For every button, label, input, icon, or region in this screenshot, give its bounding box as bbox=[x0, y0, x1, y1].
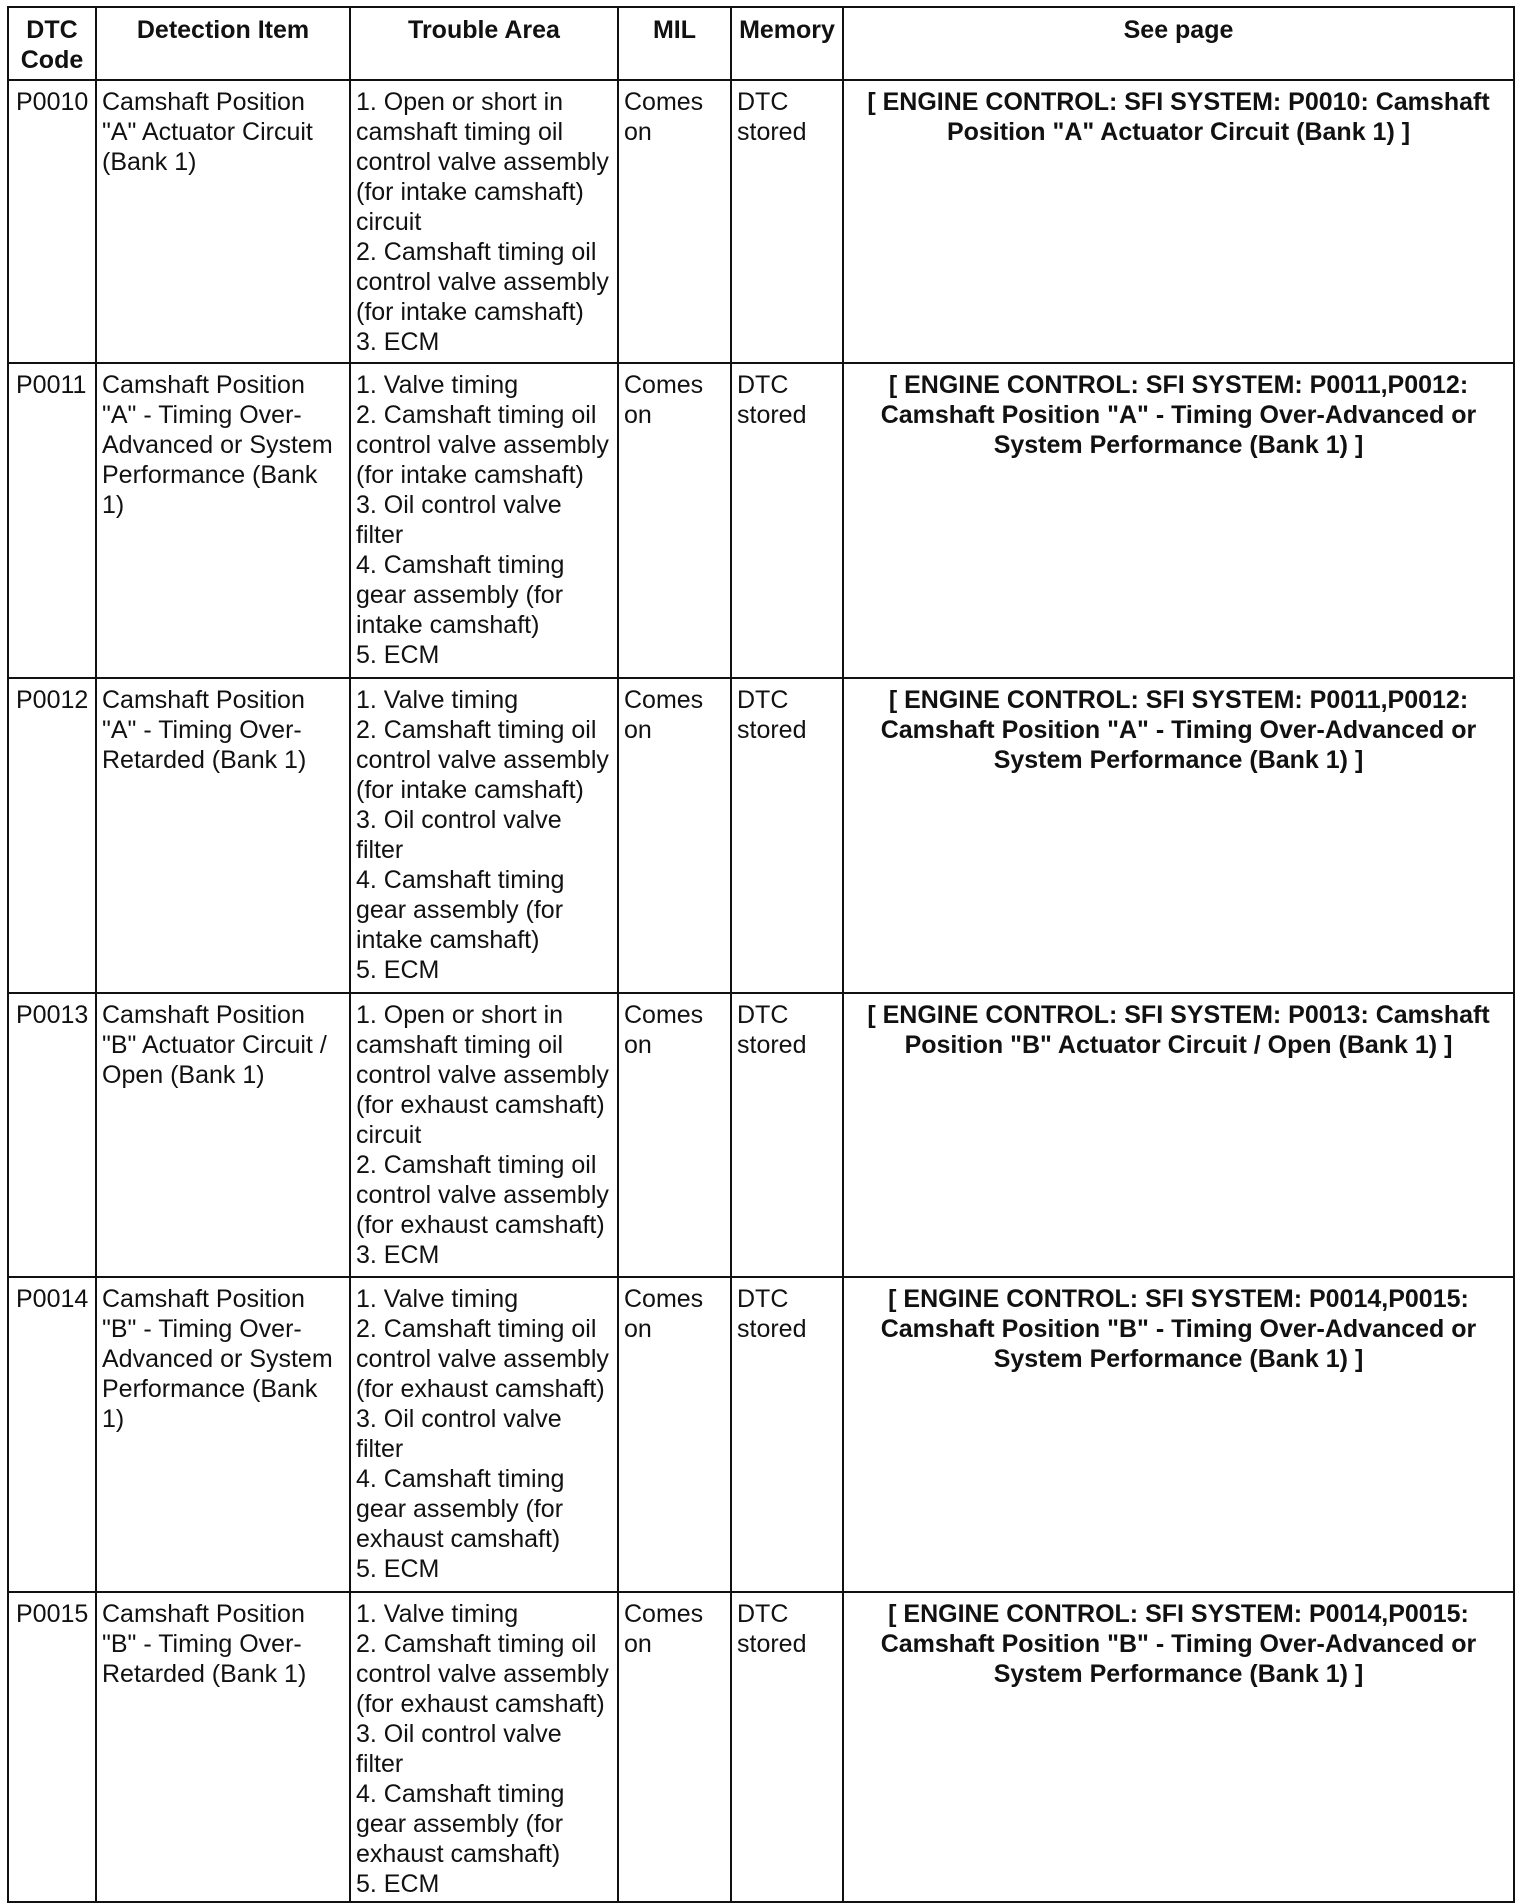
trouble-area-item: 3. Oil control valve filter bbox=[356, 1720, 562, 1778]
trouble-area-item: 4. Camshaft timing gear assembly (for exhaust camshaft) bbox=[356, 1465, 565, 1553]
trouble-area-item: 2. Camshaft timing oil control valve assembly (for intake camshaft) bbox=[356, 401, 609, 489]
table-row bbox=[8, 1277, 1514, 1592]
trouble-area-item: 5. ECM bbox=[356, 1870, 440, 1898]
dtc-table bbox=[7, 6, 1515, 1903]
trouble-area-cell bbox=[350, 1592, 618, 1902]
trouble-area-item: 5. ECM bbox=[356, 956, 440, 984]
see-page-link: [ ENGINE CONTROL: SFI SYSTEM: P0013: Camshaft Position "B" Actuator Circuit / Open (Bank 1) ] bbox=[843, 993, 1514, 1277]
trouble-area-item: 1. Valve timing bbox=[356, 371, 519, 399]
trouble-area-cell bbox=[350, 1277, 618, 1592]
detection-item-cell: Camshaft Position "B" - Timing Over-Advanced or System Performance (Bank 1) bbox=[96, 1277, 350, 1592]
dtc-code-cell: P0013 bbox=[8, 993, 96, 1277]
trouble-area-item: 4. Camshaft timing gear assembly (for intake camshaft) bbox=[356, 866, 565, 954]
trouble-area-item: 2. Camshaft timing oil control valve assembly (for intake camshaft) bbox=[356, 238, 609, 326]
detection-item-cell: Camshaft Position "A" - Timing Over-Retarded (Bank 1) bbox=[96, 678, 350, 993]
trouble-area-item: 3. ECM bbox=[356, 1241, 440, 1269]
trouble-area-item: 3. ECM bbox=[356, 328, 440, 356]
mil-cell: Comes on bbox=[618, 1277, 731, 1592]
detection-item-cell: Camshaft Position "A" - Timing Over-Advanced or System Performance (Bank 1) bbox=[96, 363, 350, 678]
memory-cell: DTC stored bbox=[731, 678, 843, 993]
detection-item-cell: Camshaft Position "B" Actuator Circuit / Open (Bank 1) bbox=[96, 993, 350, 1277]
table-row bbox=[8, 678, 1514, 993]
mil-cell: Comes on bbox=[618, 80, 731, 363]
detection-item-cell: Camshaft Position "A" Actuator Circuit (Bank 1) bbox=[96, 80, 350, 363]
see-page-link: [ ENGINE CONTROL: SFI SYSTEM: P0014,P0015: Camshaft Position "B" - Timing Over-Advanced or System Performance (Bank 1) ] bbox=[843, 1592, 1514, 1902]
trouble-area-item: 1. Open or short in camshaft timing oil control valve assembly (for exhaust camshaft) circuit bbox=[356, 1001, 609, 1149]
trouble-area-item: 1. Valve timing bbox=[356, 686, 519, 714]
dtc-code-cell: P0015 bbox=[8, 1592, 96, 1902]
dtc-code-cell: P0014 bbox=[8, 1277, 96, 1592]
memory-cell: DTC stored bbox=[731, 1277, 843, 1592]
mil-cell: Comes on bbox=[618, 678, 731, 993]
trouble-area-item: 4. Camshaft timing gear assembly (for exhaust camshaft) bbox=[356, 1780, 565, 1868]
header-dtc-code: DTC Code bbox=[8, 7, 96, 80]
mil-cell: Comes on bbox=[618, 363, 731, 678]
trouble-area-item: 4. Camshaft timing gear assembly (for intake camshaft) bbox=[356, 551, 565, 639]
trouble-area-item: 5. ECM bbox=[356, 641, 440, 669]
trouble-area-cell bbox=[350, 363, 618, 678]
header-detection-item: Detection Item bbox=[96, 7, 350, 80]
trouble-area-item: 1. Valve timing bbox=[356, 1285, 519, 1313]
trouble-area-item: 5. ECM bbox=[356, 1555, 440, 1583]
see-page-link: [ ENGINE CONTROL: SFI SYSTEM: P0010: Camshaft Position "A" Actuator Circuit (Bank 1) ] bbox=[843, 80, 1514, 363]
trouble-area-item: 1. Valve timing bbox=[356, 1600, 519, 1628]
table-row bbox=[8, 363, 1514, 678]
trouble-area-item: 3. Oil control valve filter bbox=[356, 1405, 562, 1463]
memory-cell: DTC stored bbox=[731, 993, 843, 1277]
dtc-code-cell: P0011 bbox=[8, 363, 96, 678]
header-see-page: See page bbox=[843, 7, 1514, 80]
dtc-code-cell: P0010 bbox=[8, 80, 96, 363]
trouble-area-item: 2. Camshaft timing oil control valve assembly (for exhaust camshaft) bbox=[356, 1151, 609, 1239]
table-row bbox=[8, 1592, 1514, 1902]
trouble-area-cell bbox=[350, 993, 618, 1277]
table-row bbox=[8, 80, 1514, 363]
trouble-area-cell bbox=[350, 80, 618, 363]
see-page-link: [ ENGINE CONTROL: SFI SYSTEM: P0011,P0012: Camshaft Position "A" - Timing Over-Advanced or System Performance (Bank 1) ] bbox=[843, 363, 1514, 678]
memory-cell: DTC stored bbox=[731, 80, 843, 363]
see-page-link: [ ENGINE CONTROL: SFI SYSTEM: P0011,P0012: Camshaft Position "A" - Timing Over-Advanced or System Performance (Bank 1) ] bbox=[843, 678, 1514, 993]
dtc-code-cell: P0012 bbox=[8, 678, 96, 993]
detection-item-cell: Camshaft Position "B" - Timing Over-Retarded (Bank 1) bbox=[96, 1592, 350, 1902]
dtc-table-container bbox=[7, 6, 1513, 1898]
trouble-area-item: 3. Oil control valve filter bbox=[356, 806, 562, 864]
trouble-area-item: 2. Camshaft timing oil control valve assembly (for exhaust camshaft) bbox=[356, 1630, 609, 1718]
see-page-link: [ ENGINE CONTROL: SFI SYSTEM: P0014,P0015: Camshaft Position "B" - Timing Over-Advanced or System Performance (Bank 1) ] bbox=[843, 1277, 1514, 1592]
header-trouble-area: Trouble Area bbox=[350, 7, 618, 80]
trouble-area-item: 2. Camshaft timing oil control valve assembly (for exhaust camshaft) bbox=[356, 1315, 609, 1403]
header-mil: MIL bbox=[618, 7, 731, 80]
trouble-area-cell bbox=[350, 678, 618, 993]
trouble-area-item: 1. Open or short in camshaft timing oil control valve assembly (for intake camshaft) circuit bbox=[356, 88, 609, 236]
header-row bbox=[8, 7, 1514, 80]
mil-cell: Comes on bbox=[618, 993, 731, 1277]
memory-cell: DTC stored bbox=[731, 363, 843, 678]
memory-cell: DTC stored bbox=[731, 1592, 843, 1902]
table-row bbox=[8, 993, 1514, 1277]
trouble-area-item: 2. Camshaft timing oil control valve assembly (for intake camshaft) bbox=[356, 716, 609, 804]
header-memory: Memory bbox=[731, 7, 843, 80]
mil-cell: Comes on bbox=[618, 1592, 731, 1902]
trouble-area-item: 3. Oil control valve filter bbox=[356, 491, 562, 549]
